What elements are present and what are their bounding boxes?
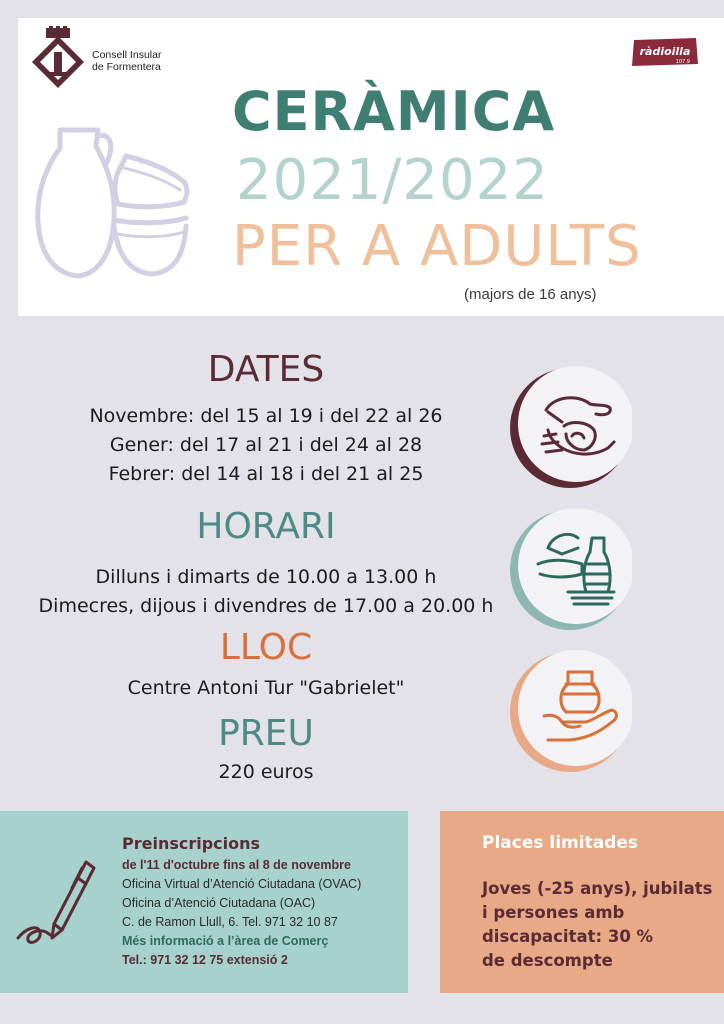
preinscription-line: C. de Ramon Llull, 6. Tel. 971 32 10 87 [122,915,338,929]
radioilla-logo [630,38,700,68]
discount-line: i persones amb [482,903,625,922]
logo-line: de Formentera [92,61,161,73]
preinscription-info: Més informació a l’àrea de Comerç [122,934,329,948]
price-line: 220 euros [218,761,314,783]
schedule-list [0,563,532,621]
radio-frequency: 107.9 [675,59,690,65]
hand-vase-circle-icon [508,650,632,774]
pen-signature-icon [16,858,106,950]
price-heading: PREU [218,713,314,754]
price-text [0,758,532,787]
course-audience: PER A ADULTS [232,214,642,279]
pottery-wheel-circle-icon [508,508,632,632]
schedule-heading: HORARI [196,506,336,547]
dates-list [0,402,532,489]
discount-line: Joves (-25 anys), jubilats [482,879,713,898]
location-text [0,674,532,703]
schedule-line: Dilluns i dimarts de 10.00 a 13.00 h [95,566,437,588]
logo-line: Consell Insular [92,49,162,61]
location-heading: LLOC [219,627,313,668]
preinscription-period: de l'11 d'octubre fins al 8 de novembre [122,858,351,872]
discount-line: de descompte [482,951,613,970]
course-title: CERÀMICA [232,80,556,143]
preinscription-phone: Tel.: 971 32 12 75 extensió 2 [122,953,288,967]
dates-line: Febrer: del 14 al 18 i del 21 al 25 [108,463,424,485]
hands-clay-circle-icon [508,366,632,490]
age-note: (majors de 16 anys) [464,286,597,303]
preinscription-details [122,856,361,970]
schedule-line: Dimecres, dijous i divendres de 17.00 a 20.00 h [38,595,494,617]
discount-text [482,877,712,973]
location-line: Centre Antoni Tur "Gabrielet" [127,677,405,699]
course-year: 2021/2022 [236,148,549,213]
radio-brand: ràdioilla [639,45,691,58]
places-title: Places limitades [482,833,639,853]
preinscription-line: Oficina d’Atenció Ciutadana (OAC) [122,896,316,910]
pottery-illustration [34,122,198,282]
dates-line: Gener: del 17 al 21 i del 24 al 28 [109,434,423,456]
dates-heading: DATES [207,349,325,390]
consell-insular-logo [30,26,86,90]
dates-line: Novembre: del 15 al 19 i del 22 al 26 [89,405,443,427]
discount-line: discapacitat: 30 % [482,927,654,946]
logo-text [92,49,161,73]
preinscription-line: Oficina Virtual d’Atenció Ciutadana (OVAC) [122,877,362,891]
preinscription-title: Preinscripcions [122,834,261,853]
